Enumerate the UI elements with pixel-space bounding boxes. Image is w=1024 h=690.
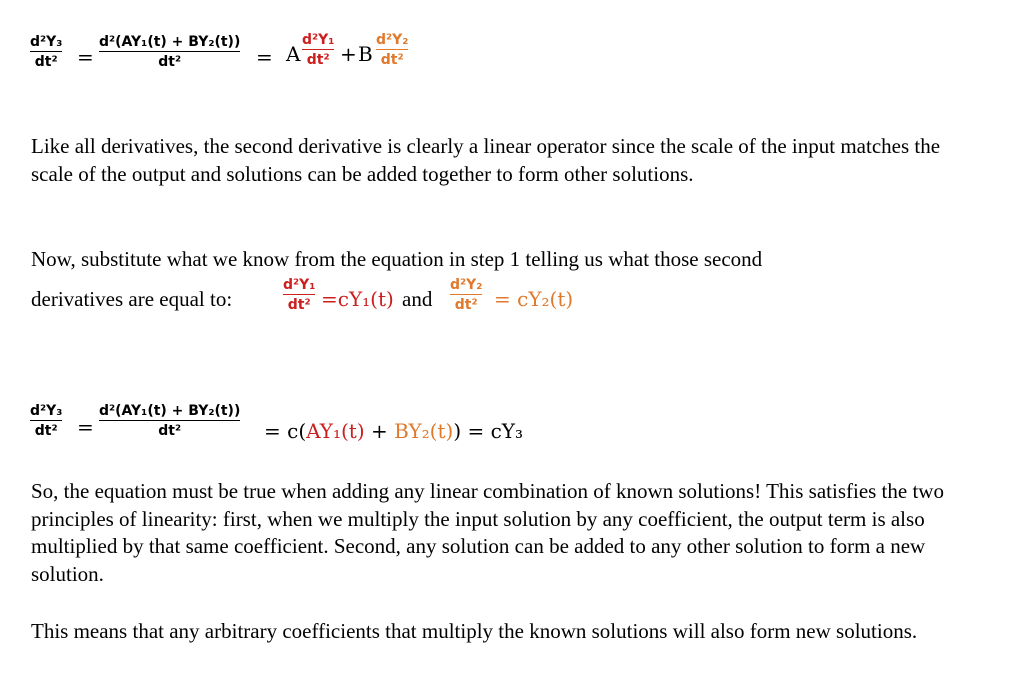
eq1-equals: = <box>77 45 94 69</box>
paragraph-substitute-line-2: derivatives are equal to: <box>31 287 233 311</box>
inline-fraction-2 <box>450 277 482 313</box>
eq2-middle-denominator: dt² <box>158 423 182 439</box>
inline-rhs-1: =cY₁(t) <box>321 287 394 311</box>
eq1-coef-b: B <box>358 42 373 66</box>
paragraph-linearity-principles: So, the equation must be true when adding any linear combination of known solutions! This satisfies the two principles of linearity: first, when we multiply the input solution by any coefficient, the output term is also multiplied by that same coefficient. Second, any solution can be added to any other solution to form a new solution. <box>31 479 944 586</box>
eq1-middle-denominator: dt² <box>158 54 182 70</box>
inline-fraction-2-denominator: dt² <box>454 297 478 313</box>
inline-and: and <box>402 287 433 311</box>
inline-fraction-1-denominator: dt² <box>287 297 311 313</box>
eq1-term-a-numerator: d²Y₁ <box>302 32 335 48</box>
eq2-middle-fraction <box>99 403 240 439</box>
inline-fraction-1 <box>283 277 315 313</box>
inline-rhs-2: = cY₂(t) <box>494 287 574 311</box>
eq1-term-b-denominator: dt² <box>380 52 404 68</box>
eq2-rhs-term-a: AY₁(t) <box>306 419 365 443</box>
inline-fraction-2-numerator: d²Y₂ <box>450 277 483 293</box>
eq1-equals-2: = <box>256 45 273 69</box>
eq2-lhs-fraction <box>30 403 62 439</box>
paragraph-arbitrary-coefficients: This means that any arbitrary coefficients that multiply the known solutions will also form new solutions. <box>31 619 918 643</box>
eq1-term-a-fraction <box>302 32 334 68</box>
eq1-middle-fraction <box>99 34 240 70</box>
eq2-rhs-term-b: BY₂(t) <box>394 419 454 443</box>
eq1-term-b-numerator: d²Y₂ <box>376 32 409 48</box>
eq2-rhs <box>264 419 523 443</box>
eq1-lhs-numerator: d²Y₃ <box>30 34 63 50</box>
eq2-lhs-denominator: dt² <box>34 423 58 439</box>
eq1-middle-numerator: d²(AY₁(t) + BY₂(t)) <box>99 34 241 50</box>
inline-fraction-1-numerator: d²Y₁ <box>283 277 316 293</box>
eq1-coef-a: A <box>286 42 301 66</box>
paragraph-linear-operator: Like all derivatives, the second derivative is clearly a linear operator since the scale of the input matches the scale of the output and solutions can be added together to form other solutions. <box>31 134 941 186</box>
eq2-rhs-plus: + <box>364 419 395 443</box>
eq1-plus: + <box>340 42 357 66</box>
eq1-lhs-denominator: dt² <box>34 54 58 70</box>
eq1-lhs-fraction <box>30 34 62 70</box>
eq2-rhs-open: = c( <box>264 419 307 443</box>
paragraph-substitute-line-1: Now, substitute what we know from the equation in step 1 telling us what those second <box>31 247 763 271</box>
eq2-equals: = <box>77 415 94 439</box>
eq1-term-b-fraction <box>376 32 408 68</box>
eq2-lhs-numerator: d²Y₃ <box>30 403 63 419</box>
eq2-middle-numerator: d²(AY₁(t) + BY₂(t)) <box>99 403 241 419</box>
eq2-rhs-close: ) = cY₃ <box>453 419 524 443</box>
eq1-term-a-denominator: dt² <box>306 52 330 68</box>
